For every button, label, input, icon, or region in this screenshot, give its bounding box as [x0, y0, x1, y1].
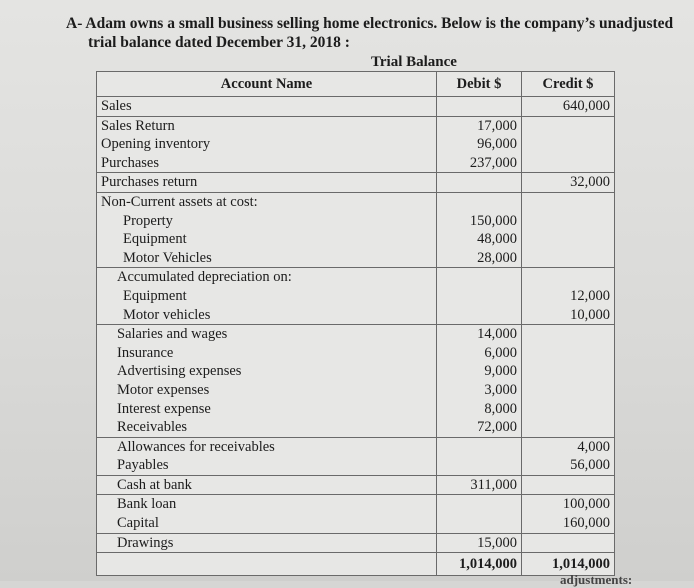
account-name: Allowances for receivables — [117, 438, 275, 455]
credit-value: 10,000 — [570, 306, 610, 323]
account-name: Bank loan — [117, 496, 177, 513]
account-name: Motor vehicles — [123, 306, 211, 323]
account-cell — [97, 173, 437, 193]
debit-value: 150,000 — [469, 212, 517, 229]
debit-value: 28,000 — [477, 249, 517, 266]
account-name: Payables — [117, 457, 169, 474]
debit-cell — [437, 437, 522, 475]
total-credit: 1,014,000 — [522, 553, 615, 576]
debit-cell — [437, 116, 522, 173]
account-name: Sales Return — [101, 117, 175, 134]
account-name: Purchases — [101, 154, 159, 171]
question-intro — [66, 14, 676, 52]
credit-cell — [522, 475, 615, 495]
debit-value: 14,000 — [477, 326, 517, 343]
account-name: Motor Vehicles — [123, 249, 212, 266]
debit-cell — [437, 173, 522, 193]
debit-value: 9,000 — [484, 363, 517, 380]
account-cell — [97, 116, 437, 173]
totals-row — [97, 553, 615, 576]
table-header-row — [97, 72, 615, 97]
debit-value: 3,000 — [484, 381, 517, 398]
cut-off-footer-text: adjustments: — [560, 572, 633, 587]
debit-value: 8,000 — [484, 400, 517, 417]
debit-cell — [437, 325, 522, 438]
trial-balance-table — [96, 71, 615, 576]
debit-cell — [437, 268, 522, 325]
intro-line-2: trial balance dated December 31, 2018 : — [88, 34, 350, 51]
debit-value: 237,000 — [469, 154, 517, 171]
credit-cell — [522, 437, 615, 475]
table-row — [97, 533, 615, 553]
account-name: Non-Current assets at cost: — [101, 193, 258, 210]
credit-value: 56,000 — [570, 457, 610, 474]
table-row — [97, 475, 615, 495]
debit-cell — [437, 533, 522, 553]
credit-header: Credit $ — [522, 72, 615, 97]
debit-value: 6,000 — [484, 344, 517, 361]
debit-header: Debit $ — [437, 72, 522, 97]
debit-value: 15,000 — [477, 534, 517, 551]
debit-cell — [437, 97, 522, 117]
account-name: Opening inventory — [101, 136, 211, 153]
account-name: Sales — [101, 98, 132, 114]
totals-label-cell — [97, 553, 437, 576]
account-name: Salaries and wages — [117, 326, 228, 343]
account-name: Equipment — [123, 287, 187, 304]
table-row — [97, 437, 615, 475]
account-cell — [97, 268, 437, 325]
debit-value: 48,000 — [477, 231, 517, 248]
account-name: Property — [123, 212, 173, 229]
table-row — [97, 325, 615, 438]
table-row — [97, 268, 615, 325]
credit-cell — [522, 116, 615, 173]
account-name: Motor expenses — [117, 381, 210, 398]
intro-line-1: A- Adam owns a small business selling home electronics. Below is the company’s unadjusted — [66, 15, 674, 32]
account-name: Purchases return — [101, 174, 198, 191]
total-debit: 1,014,000 — [437, 553, 522, 576]
table-row — [97, 116, 615, 173]
credit-cell — [522, 173, 615, 193]
credit-cell — [522, 268, 615, 325]
account-name: Accumulated depreciation on: — [117, 269, 292, 286]
account-cell — [97, 192, 437, 267]
table-row — [97, 97, 615, 117]
account-name-header: Account Name — [97, 72, 437, 97]
account-cell — [97, 97, 437, 117]
trial-balance-heading: Trial Balance — [371, 54, 457, 70]
credit-value: 4,000 — [577, 438, 610, 455]
credit-value: 640,000 — [562, 98, 610, 114]
credit-cell — [522, 192, 615, 267]
account-name: Receivables — [117, 419, 188, 436]
account-name: Insurance — [117, 344, 174, 361]
table-row — [97, 192, 615, 267]
debit-value: 96,000 — [477, 136, 517, 153]
debit-value: 311,000 — [470, 476, 517, 493]
account-cell — [97, 475, 437, 495]
account-cell — [97, 495, 437, 533]
account-cell — [97, 533, 437, 553]
account-name: Capital — [117, 515, 159, 532]
debit-cell — [437, 475, 522, 495]
credit-cell — [522, 495, 615, 533]
credit-cell — [522, 533, 615, 553]
credit-value: 12,000 — [570, 287, 610, 304]
account-cell — [97, 437, 437, 475]
table-row — [97, 173, 615, 193]
credit-cell — [522, 325, 615, 438]
account-name: Equipment — [123, 231, 187, 248]
account-cell — [97, 325, 437, 438]
account-name: Cash at bank — [117, 476, 192, 493]
debit-cell — [437, 192, 522, 267]
credit-value: 32,000 — [570, 174, 610, 191]
account-name: Drawings — [117, 534, 174, 551]
debit-value: 17,000 — [477, 117, 517, 134]
credit-value: 160,000 — [562, 515, 610, 532]
account-name: Advertising expenses — [117, 363, 242, 380]
credit-value: 100,000 — [562, 496, 610, 513]
credit-cell — [522, 97, 615, 117]
debit-cell — [437, 495, 522, 533]
account-name: Interest expense — [117, 400, 211, 417]
debit-value: 72,000 — [477, 419, 517, 436]
table-row — [97, 495, 615, 533]
